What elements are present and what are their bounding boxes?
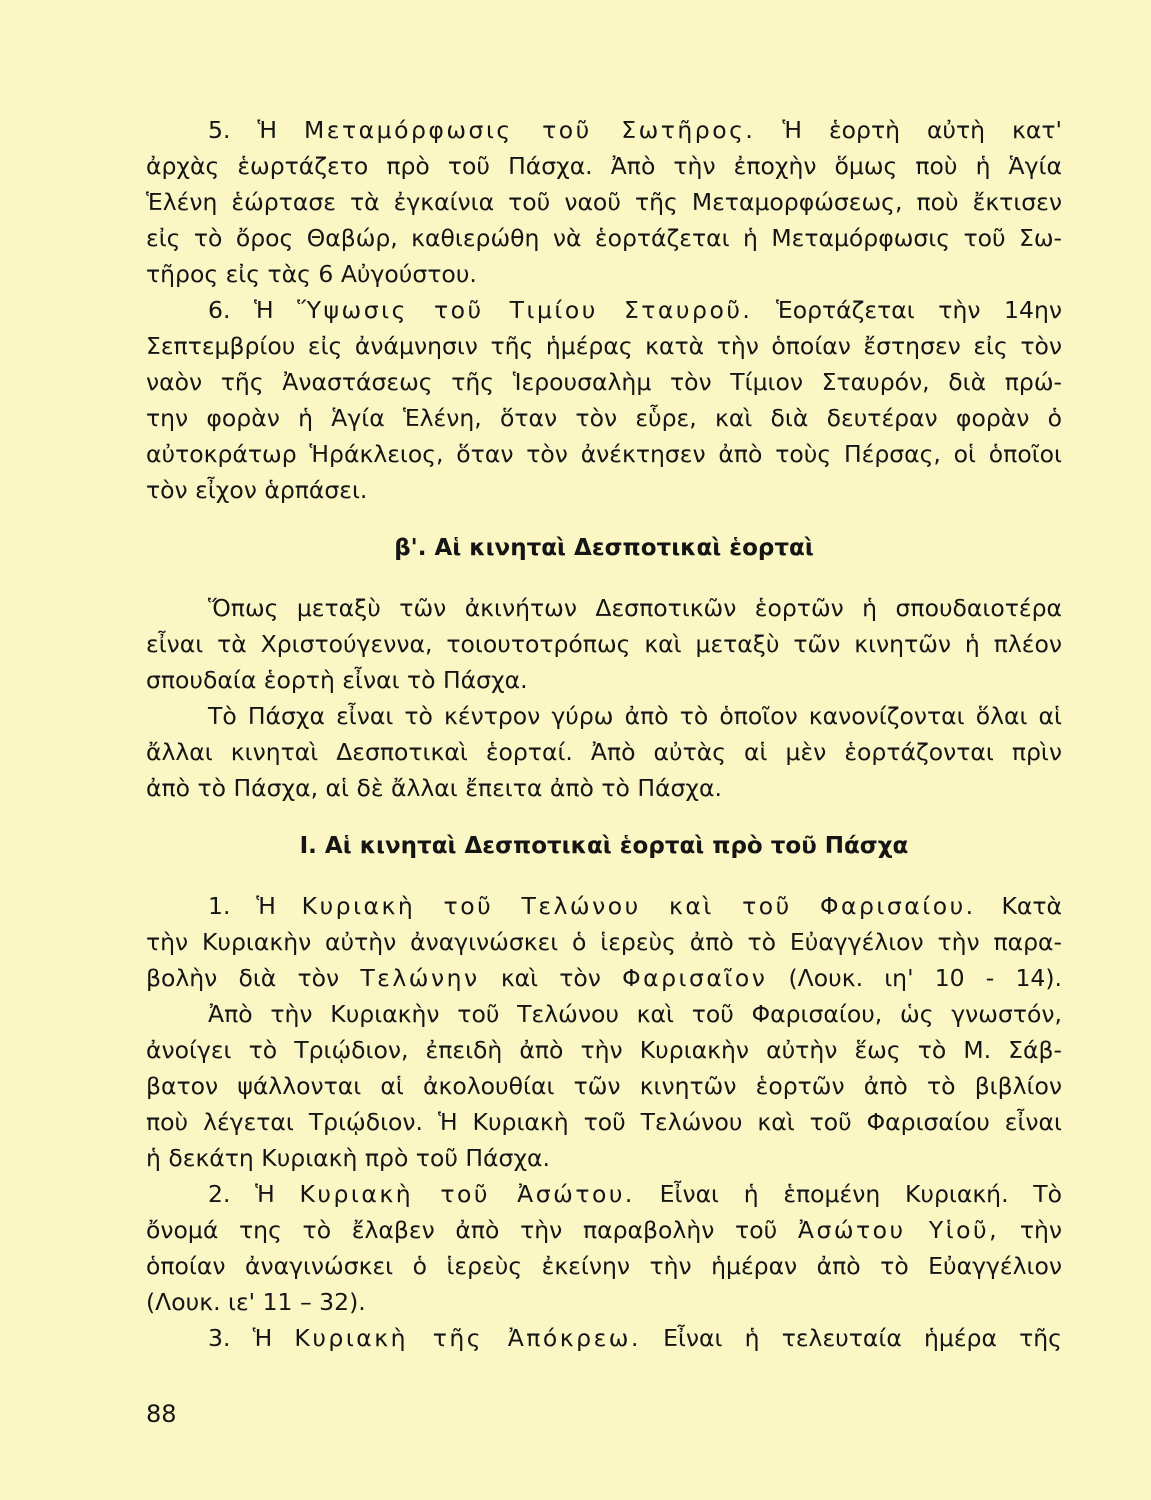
feast-title: Κυριακὴ τοῦ Τελώνου καὶ τοῦ Φαρισαίου. <box>301 892 976 920</box>
spaced-name: Φαρισαῖον <box>622 964 768 992</box>
text-span: Ἑορτάζεται τὴν 14ην <box>775 296 1062 324</box>
section-heading: β'. Αἱ κινηταὶ Δεσποτικαὶ ἑορταὶ <box>394 535 814 561</box>
text-span: Εἶναι ἡ τελευταία ἡμέρα τῆς <box>663 1324 1062 1352</box>
line-22: ἀνοίγει τὸ Τριῴδιον, ἐπειδὴ ἀπὸ τὴν Κυριακὴν αὐτὴν ἕως τὸ Μ. Σάβ- <box>146 1036 1062 1064</box>
feast-title: Ὕψωσις τοῦ Τιμίου Σταυροῦ. <box>297 296 753 324</box>
page-number: 88 <box>146 1400 177 1428</box>
spaced-name: Ἀσώτου Υἱοῦ, <box>797 1216 1000 1244</box>
line-02: ἀρχὰς ἑωρτάζετο πρὸ τοῦ Πάσχα. Ἀπὸ τὴν ἐποχὴν ὅμως ποὺ ἡ Ἁγία <box>146 152 1062 180</box>
line-28: ὁποίαν ἀναγινώσκει ὁ ἱερεὺς ἐκείνην τὴν ἡμέραν ἀπὸ τὸ Εὐαγγέλιον <box>146 1252 1062 1280</box>
line-14: σπουδαία ἑορτὴ εἶναι τὸ Πάσχα. <box>146 666 528 694</box>
line-17: ἀπὸ τὸ Πάσχα, αἱ δὲ ἄλλαι ἔπειτα ἀπὸ τὸ Πάσχα. <box>146 774 722 802</box>
item-number: 6. Ἡ <box>208 296 274 324</box>
text-span: Κατὰ <box>1001 892 1062 920</box>
line-07: Σεπτεμβρίου εἰς ἀνάμνησιν τῆς ἡμέρας κατὰ τὴν ὁποίαν ἔστησεν εἰς τὸν <box>146 332 1062 360</box>
line-03: Ἑλένη ἑώρτασε τὰ ἐγκαίνια τοῦ ναοῦ τῆς Μεταμορφώσεως, ποὺ ἔκτισεν <box>146 188 1062 216</box>
line-04: εἰς τὸ ὄρος Θαβώρ, καθιερώθη νὰ ἑορτάζεται ἡ Μεταμόρφωσις τοῦ Σω- <box>146 224 1062 252</box>
line-26 <box>146 1176 1062 1212</box>
line-08: ναὸν τῆς Ἀναστάσεως τῆς Ἱερουσαλὴμ τὸν Τίμιον Σταυρόν, διὰ πρώ- <box>146 368 1062 396</box>
line-19: τὴν Κυριακὴν αὐτὴν ἀναγινώσκει ὁ ἱερεὺς ἀπὸ τὸ Εὐαγγέλιον τὴν παρα- <box>146 928 1062 956</box>
line-18 <box>146 888 1062 924</box>
line-11: τὸν εἶχον ἁρπάσει. <box>146 476 368 504</box>
feast-title: Μεταμόρφωσις τοῦ Σωτῆρος. <box>304 116 756 144</box>
item-number: 1. Ἡ <box>208 892 276 920</box>
item-number: 5. Ἡ <box>208 116 278 144</box>
line-21: Ἀπὸ τὴν Κυριακὴν τοῦ Τελώνου καὶ τοῦ Φαρισαίου, ὡς γνωστόν, <box>208 1000 1062 1028</box>
feast-title: Κυριακὴ τοῦ Ἀσώτου. <box>299 1180 635 1208</box>
text-span: ὄνομά της τὸ ἔλαβεν ἀπὸ τὴν παραβολὴν τοῦ <box>146 1216 778 1244</box>
line-27 <box>146 1212 1062 1248</box>
page-text <box>146 112 1062 1356</box>
spaced-name: Τελώνην <box>360 964 480 992</box>
line-01 <box>146 112 1062 148</box>
feast-title: Κυριακὴ τῆς Ἀπόκρεω. <box>294 1324 641 1352</box>
item-number: 3. Ἡ <box>208 1324 273 1352</box>
line-13: εἶναι τὰ Χριστούγεννα, τοιουτοτρόπως καὶ μεταξὺ τῶν κινητῶν ἡ πλέον <box>146 630 1062 658</box>
line-10: αὐτοκράτωρ Ἡράκλειος, ὅταν τὸν ἀνέκτησεν ἀπὸ τοὺς Πέρσας, οἱ ὁποῖοι <box>146 440 1062 468</box>
text-span: (Λουκ. ιη' 10 - 14). <box>788 964 1062 992</box>
text-span: βολὴν διὰ τὸν <box>146 964 340 992</box>
text-span: Εἶναι ἡ ἑπομένη Κυριακή. Τὸ <box>659 1180 1062 1208</box>
line-06 <box>146 292 1062 328</box>
item-number: 2. Ἡ <box>208 1180 275 1208</box>
line-16: ἄλλαι κινηταὶ Δεσποτικαὶ ἑορταί. Ἀπὸ αὐτὰς αἱ μὲν ἑορτάζονται πρὶν <box>146 738 1062 766</box>
line-25: ἡ δεκάτη Κυριακὴ πρὸ τοῦ Πάσχα. <box>146 1144 550 1172</box>
line-23: βατον ψάλλονται αἱ ἀκολουθίαι τῶν κινητῶν ἑορτῶν ἀπὸ τὸ βιβλίον <box>146 1072 1062 1100</box>
text-span: Ἡ ἑορτὴ αὐτὴ κατ' <box>782 116 1062 144</box>
line-05: τῆρος εἰς τὰς 6 Αὐγούστου. <box>146 260 477 288</box>
line-12: Ὅπως μεταξὺ τῶν ἀκινήτων Δεσποτικῶν ἑορτῶν ἡ σπουδαιοτέρα <box>208 594 1062 622</box>
line-15: Τὸ Πάσχα εἶναι τὸ κέντρον γύρω ἀπὸ τὸ ὁποῖον κανονίζονται ὅλαι αἱ <box>208 702 1062 730</box>
line-29: (Λουκ. ιε' 11 – 32). <box>146 1288 366 1316</box>
line-20 <box>146 960 1062 996</box>
line-09: την φορὰν ἡ Ἁγία Ἑλένη, ὅταν τὸν εὗρε, καὶ διὰ δευτέραν φορὰν ὁ <box>146 404 1062 432</box>
line-30 <box>146 1320 1062 1356</box>
line-24: ποὺ λέγεται Τριῴδιον. Ἡ Κυριακὴ τοῦ Τελώνου καὶ τοῦ Φαρισαίου εἶναι <box>146 1108 1062 1136</box>
text-span: τὴν <box>1019 1216 1062 1244</box>
text-span: καὶ τὸν <box>500 964 601 992</box>
subsection-heading: I. Αἱ κινηταὶ Δεσποτικαὶ ἑορταὶ πρὸ τοῦ Πάσχα <box>299 833 909 859</box>
